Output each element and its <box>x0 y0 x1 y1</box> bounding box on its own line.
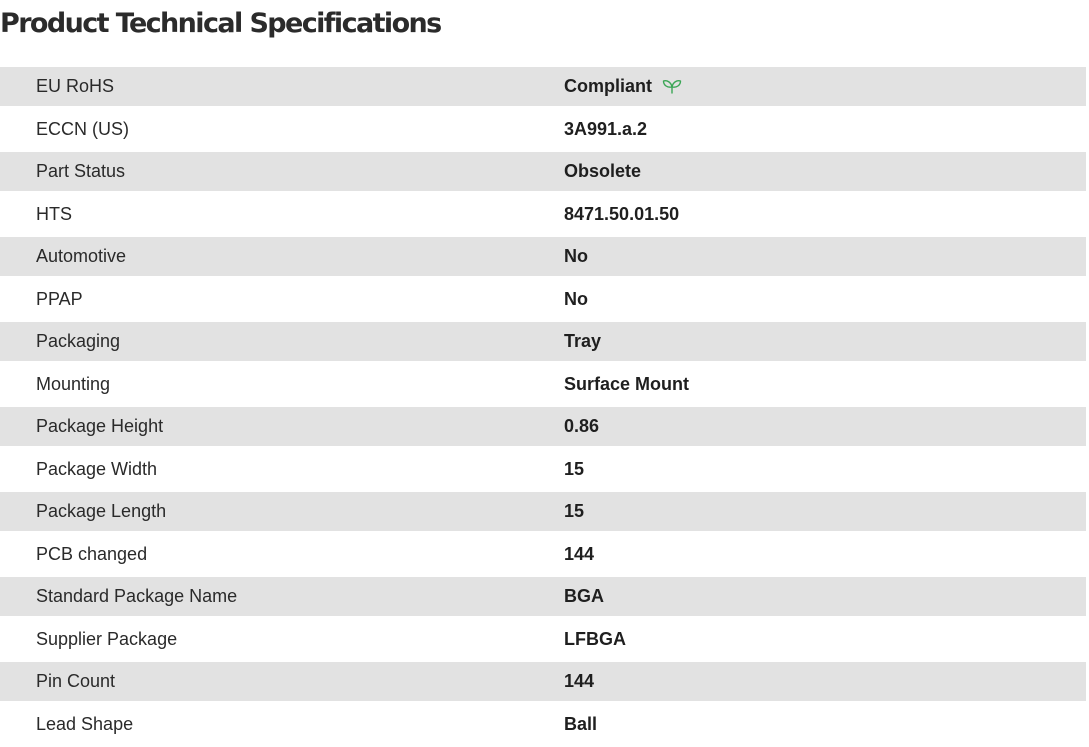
spec-label-mounting: Mounting <box>0 361 564 407</box>
spec-value-standard-package-name: BGA <box>564 577 1086 616</box>
spec-value-text: Compliant <box>564 76 652 96</box>
spec-label-package-width: Package Width <box>0 446 564 492</box>
table-row <box>0 531 1086 577</box>
spec-label-part-status: Part Status <box>0 152 564 191</box>
spec-value-part-status: Obsolete <box>564 152 1086 191</box>
table-row <box>0 662 1086 701</box>
spec-label-hts: HTS <box>0 191 564 237</box>
spec-value-pcb-changed: 144 <box>564 531 1086 577</box>
spec-value-lead-shape: Ball <box>564 701 1086 747</box>
table-row <box>0 152 1086 191</box>
page-title: Product Technical Specifications <box>0 8 441 39</box>
spec-value-pin-count: 144 <box>564 662 1086 701</box>
table-row <box>0 67 1086 106</box>
table-row <box>0 577 1086 616</box>
spec-value-ppap: No <box>564 276 1086 322</box>
spec-value-automotive: No <box>564 237 1086 276</box>
table-row <box>0 237 1086 276</box>
spec-label-supplier-package: Supplier Package <box>0 616 564 662</box>
spec-value-supplier-package: LFBGA <box>564 616 1086 662</box>
table-row <box>0 446 1086 492</box>
spec-label-automotive: Automotive <box>0 237 564 276</box>
table-row <box>0 322 1086 361</box>
spec-label-eccn: ECCN (US) <box>0 106 564 152</box>
spec-label-packaging: Packaging <box>0 322 564 361</box>
spec-value-hts: 8471.50.01.50 <box>564 191 1086 237</box>
spec-label-eu-rohs: EU RoHS <box>0 67 564 106</box>
spec-label-pcb-changed: PCB changed <box>0 531 564 577</box>
spec-label-package-length: Package Length <box>0 492 564 531</box>
table-row <box>0 492 1086 531</box>
table-row <box>0 276 1086 322</box>
spec-value-mounting: Surface Mount <box>564 361 1086 407</box>
specifications-table <box>0 67 1086 747</box>
spec-value-eu-rohs <box>564 67 1086 106</box>
spec-value-package-width: 15 <box>564 446 1086 492</box>
spec-value-package-height: 0.86 <box>564 407 1086 446</box>
spec-value-packaging: Tray <box>564 322 1086 361</box>
table-row <box>0 361 1086 407</box>
spec-label-ppap: PPAP <box>0 276 564 322</box>
spec-value-eccn: 3A991.a.2 <box>564 106 1086 152</box>
leaf-icon <box>662 78 682 94</box>
table-row <box>0 701 1086 747</box>
spec-label-lead-shape: Lead Shape <box>0 701 564 747</box>
table-row <box>0 407 1086 446</box>
table-row <box>0 191 1086 237</box>
table-row <box>0 616 1086 662</box>
spec-label-pin-count: Pin Count <box>0 662 564 701</box>
spec-label-standard-package-name: Standard Package Name <box>0 577 564 616</box>
spec-value-package-length: 15 <box>564 492 1086 531</box>
table-row <box>0 106 1086 152</box>
spec-label-package-height: Package Height <box>0 407 564 446</box>
